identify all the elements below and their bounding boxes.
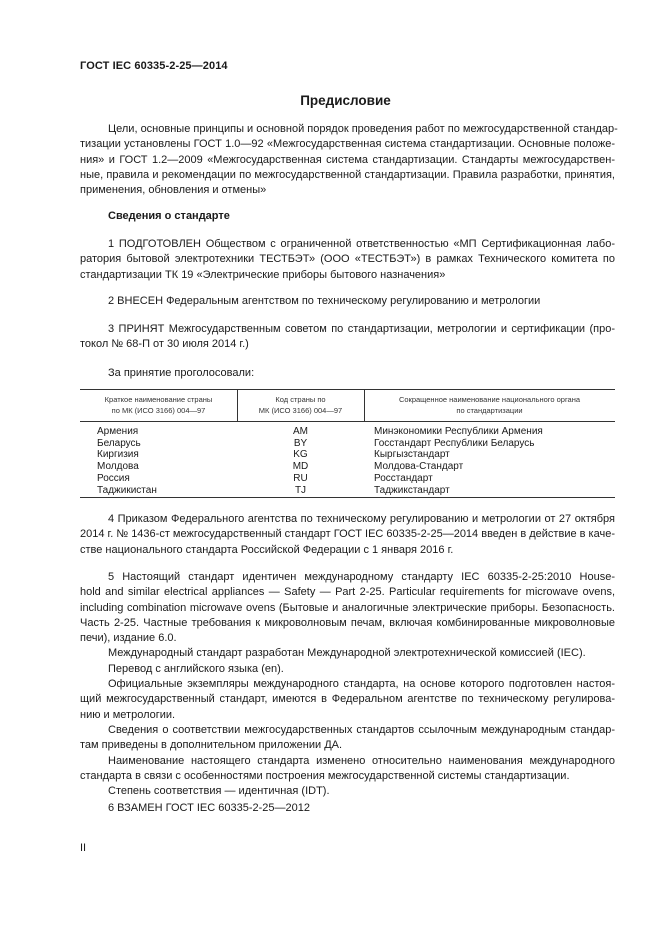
- text-line: нию и метрологии.: [80, 708, 176, 721]
- intro-paragraph: [80, 122, 618, 198]
- table-cell: Таджикистан: [97, 484, 157, 496]
- table-cell: KG: [293, 449, 308, 461]
- table-cell: Киргизия: [97, 449, 139, 461]
- text-line: стандарта в связи с особенностями построения межгосударственной системы стандартизации.: [80, 769, 570, 782]
- table-cell: AM: [293, 426, 308, 437]
- table-column-org: [374, 426, 543, 496]
- text-line: применения, обновления и отмены»: [80, 184, 267, 197]
- table-cell: Молдова: [97, 461, 139, 473]
- text-line: тизации установлены ГОСТ 1.0—92 «Межгосударственная система стандартизации. Основные положе-: [80, 138, 615, 151]
- text-line: 2 ВНЕСЕН Федеральным агентством по техническому регулированию и метрологии: [108, 295, 541, 307]
- countries-table: [80, 389, 615, 498]
- info-heading: Сведения о стандарте: [108, 210, 230, 222]
- table-cell: Минэкономики Республики Армения: [374, 426, 543, 437]
- item-5-paragraph: [80, 570, 615, 799]
- text-line: Официальные экземпляры международного стандарта, на основе которого подготовлен настоя-: [108, 678, 615, 691]
- table-cell: Армения: [97, 426, 139, 437]
- table-header: [80, 390, 615, 422]
- table-cell: Молдова-Стандарт: [374, 461, 464, 473]
- table-column-country: [97, 426, 157, 496]
- table-cell: Кыргызстандарт: [374, 449, 450, 461]
- table-cell: TJ: [294, 484, 307, 496]
- text-line: Степень соответствия — идентичная (IDT).: [108, 785, 330, 798]
- table-header-org: Сокращенное наименование национального органа по стандартизации: [398, 395, 581, 415]
- table-cell: BY: [293, 437, 308, 449]
- text-line: 2014 г. № 1436-ст межгосударственный стандарт ГОСТ IEC 60335-2-25—2014 введен в действие в каче-: [80, 528, 615, 541]
- item-3-paragraph: [80, 322, 615, 353]
- item-4-paragraph: [80, 512, 615, 558]
- text-line: Перевод с английского языка (en).: [108, 662, 284, 675]
- text-line: щий межгосударственный стандарт, имеются в Федеральном агентстве по техническому регулирова-: [80, 693, 615, 706]
- table-column-code: [237, 426, 364, 496]
- text-line: ные, правила и рекомендации по межгосударственной стандартизации. Правила разработки, принятия,: [80, 168, 615, 181]
- table-cell: Таджикстандарт: [374, 484, 450, 496]
- text-line: печи), издание 6.0.: [80, 632, 177, 645]
- item-2-paragraph: [80, 294, 615, 309]
- text-line: Сведения о соответствии межгосударственных стандартов ссылочным международным стандар-: [108, 723, 615, 736]
- text-line: ния» и ГОСТ 1.2—2009 «Межгосударственная система стандартизации. Стандарты межгосударствен-: [80, 153, 615, 166]
- text-line: 4 Приказом Федерального агентства по техническому регулированию и метрологии от 27 октября: [108, 513, 615, 525]
- text-line: Наименование настоящего стандарта изменено относительно наименования международного: [108, 754, 615, 767]
- item-1-paragraph: [80, 237, 615, 283]
- text-line: стандартизации ТК 19 «Электрические приборы бытового назначения»: [80, 268, 446, 281]
- table-cell: Беларусь: [97, 437, 141, 449]
- text-line: including combination microwave ovens (Бытовые и аналогичные электрические приборы. Безопасность.: [80, 601, 615, 614]
- text-line: ратория бытовой электротехники ТЕСТБЭТ» (ООО «ТЕСТБЭТ») в рамках Технического комитета по: [80, 253, 615, 266]
- table-cell: Россия: [97, 472, 130, 484]
- item-6-paragraph: 6 ВЗАМЕН ГОСТ IEC 60335-2-25—2012: [108, 802, 311, 814]
- text-line: Международный стандарт разработан Международной электротехнической комиссией (IEC).: [108, 647, 586, 660]
- text-line: токол № 68-П от 30 июля 2014 г.): [80, 338, 249, 351]
- table-header-country: Краткое наименование страны по МК (ИСО 3166) 004—97: [104, 395, 213, 415]
- text-line: 5 Настоящий стандарт идентичен международному стандарту IEC 60335-2-25:2010 House-: [108, 571, 615, 583]
- table-cell: MD: [292, 461, 309, 473]
- voted-label: За принятие проголосовали:: [108, 367, 255, 379]
- text-line: стве национального стандарта Российской Федерации с 1 января 2016 г.: [80, 543, 454, 556]
- text-line: hold and similar electrical appliances — Safety — Part 2-25. Particular requirements for microwave ovens,: [80, 586, 615, 599]
- text-line: 3 ПРИНЯТ Межгосударственным советом по стандартизации, метрологии и сертификации (про-: [108, 323, 615, 335]
- page-number: II: [80, 842, 87, 854]
- text-line: Часть 2-25. Частные требования к микроволновым печам, включая комбинированные микроволновые: [80, 616, 615, 629]
- text-line: там приведены в дополнительном приложении ДА.: [80, 739, 343, 752]
- page-title: Предисловие: [300, 93, 391, 108]
- text-line: Цели, основные принципы и основной порядок проведения работ по межгосударственной стандар-: [108, 123, 618, 135]
- table-cell: RU: [293, 472, 308, 484]
- table-cell: Росстандарт: [374, 472, 433, 484]
- text-line: 1 ПОДГОТОВЛЕН Обществом с ограниченной ответственностью «МП Сертификационная лабо-: [108, 238, 615, 250]
- table-header-code: Код страны по МК (ИСО 3166) 004—97: [258, 395, 343, 415]
- document-code-header: ГОСТ IEC 60335-2-25—2014: [80, 60, 228, 72]
- table-cell: Госстандарт Республики Беларусь: [374, 437, 535, 449]
